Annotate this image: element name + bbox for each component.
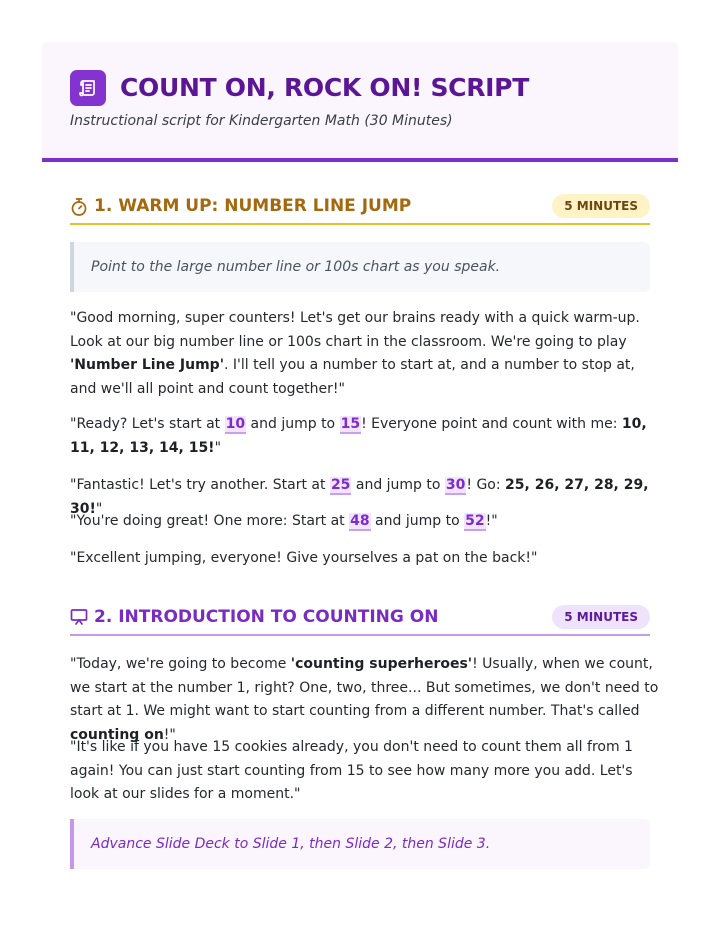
section-1-paragraph-4: "You're doing great! One more: Start at 48 and jump to 52!" (70, 513, 498, 529)
end-number: 30 (445, 477, 466, 493)
section-1-paragraph-3: "Fantastic! Let's try another. Start at 25 and jump to 30! Go: 25, 26, 27, 28, 29, 30!" (70, 477, 649, 517)
page-subtitle: Instructional script for Kindergarten Math (30 Minutes) (70, 113, 453, 129)
section-1-duration-badge: 5 MINUTES (552, 194, 650, 218)
stopwatch-icon (70, 197, 88, 221)
section-2-header (70, 600, 650, 636)
start-number: 25 (330, 477, 351, 493)
section-1-paragraph-5: "Excellent jumping, everyone! Give yourselves a pat on the back!" (70, 550, 538, 566)
section-2-paragraph-2: "It's like if you have 15 cookies already, you don't need to count them all from 1 again! You can just start counting from 15 to see how many more you add. Let's look at our slides for a moment." (70, 739, 633, 802)
section-1-paragraph-2: "Ready? Let's start at 10 and jump to 15! Everyone point and count with me: 10, 11, 12, 13, 14, 15!" (70, 416, 647, 456)
section-2-title: 2. INTRODUCTION TO COUNTING ON (94, 607, 439, 627)
document-header (42, 42, 678, 162)
end-number: 15 (340, 416, 361, 432)
script-scroll-icon (70, 70, 106, 106)
start-number: 10 (225, 416, 246, 432)
section-1-header (70, 189, 650, 225)
section-2-duration-badge: 5 MINUTES (552, 605, 650, 629)
section-2-paragraph-1: "Today, we're going to become 'counting superheroes'! Usually, when we count, we start at the number 1, right? One, two, three... But sometimes, we don't need to start at 1. We might want to start counting from a different number. That's called counting on!" (70, 656, 659, 743)
presentation-icon (70, 608, 88, 630)
section-2-teacher-note: Advance Slide Deck to Slide 1, then Slide 2, then Slide 3. (70, 819, 650, 869)
start-number: 48 (350, 513, 370, 529)
section-1-teacher-note: Point to the large number line or 100s chart as you speak. (70, 242, 650, 292)
section-1-paragraph-1: "Good morning, super counters! Let's get our brains ready with a quick warm-up. Look at our big number line or 100s chart in the classroom. We're going to play 'Number Line Jump'. I'll tell you a number to start at, and a number to stop at, and we'll all point and count together!" (70, 310, 640, 397)
end-number: 52 (465, 513, 485, 529)
section-1-title: 1. WARM UP: NUMBER LINE JUMP (94, 196, 412, 216)
page-title: COUNT ON, ROCK ON! SCRIPT (120, 73, 529, 102)
